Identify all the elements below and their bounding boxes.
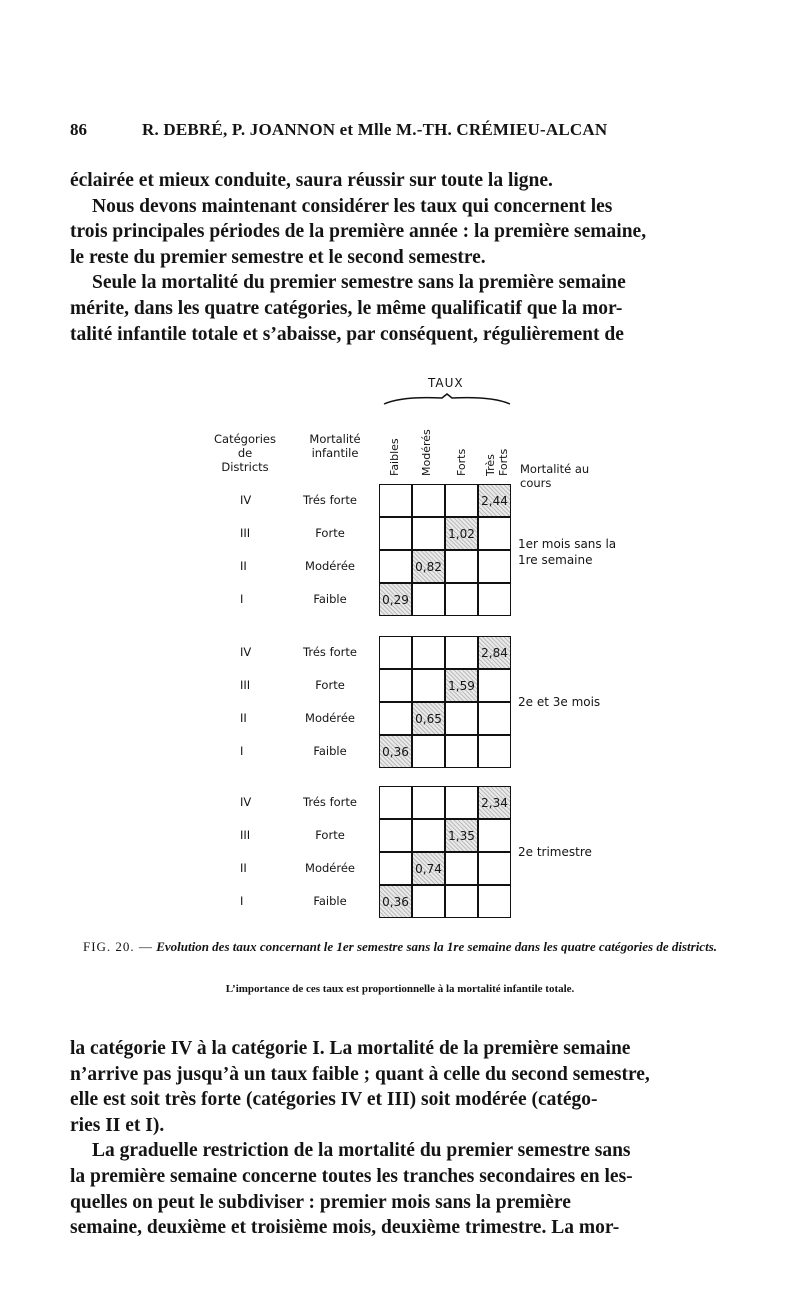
grid-cell bbox=[478, 852, 511, 885]
row-category: II bbox=[240, 559, 247, 573]
cell-value: 2,84 bbox=[481, 646, 508, 660]
cell-value: 0,36 bbox=[382, 745, 409, 759]
cell-value: 1,02 bbox=[448, 527, 475, 541]
row-mortalite: Faible bbox=[313, 744, 347, 758]
grid-cell bbox=[445, 550, 478, 583]
grid-cell bbox=[379, 669, 412, 702]
grid-cell bbox=[379, 550, 412, 583]
text-line: Seule la mortalité du premier semestre sans la première semaine bbox=[92, 272, 626, 294]
caption-text: Evolution des taux concernant le 1er semestre sans la 1re semaine dans les quatre catégories de districts. bbox=[156, 939, 717, 954]
row-category: IV bbox=[240, 493, 252, 507]
cell-value: 0,29 bbox=[382, 593, 409, 607]
taux-brace bbox=[382, 392, 512, 406]
text-line: la catégorie IV à la catégorie I. La mortalité de la première semaine bbox=[70, 1038, 631, 1059]
row-mortalite: Trés forte bbox=[303, 795, 357, 809]
cell-value: 1,35 bbox=[448, 829, 475, 843]
text-line: elle est soit très forte (catégories IV et III) soit modérée (catégo- bbox=[70, 1089, 598, 1111]
grid-cell bbox=[478, 702, 511, 735]
column-label: Modérés bbox=[420, 429, 433, 476]
grid-cell bbox=[379, 484, 412, 517]
grid-cell bbox=[445, 786, 478, 819]
row-category: III bbox=[240, 828, 251, 842]
grid-cell bbox=[379, 517, 412, 550]
row-mortalite: Trés forte bbox=[303, 645, 357, 659]
row-category: III bbox=[240, 526, 251, 540]
row-category: IV bbox=[240, 795, 252, 809]
header-mortalite: Mortalité infantile bbox=[309, 432, 361, 460]
text-line: la première semaine concerne toutes les tranches secondaires en les- bbox=[70, 1165, 633, 1187]
grid-cell bbox=[412, 517, 445, 550]
grid-cell bbox=[412, 786, 445, 819]
page-number: 86 bbox=[70, 120, 87, 139]
value-cell bbox=[412, 550, 445, 583]
figure-caption bbox=[60, 938, 740, 955]
cell-value: 2,44 bbox=[481, 494, 508, 508]
value-cell bbox=[478, 636, 511, 669]
grid-cell bbox=[478, 735, 511, 768]
value-cell bbox=[379, 885, 412, 918]
grid-cell bbox=[412, 583, 445, 616]
grid-cell bbox=[412, 669, 445, 702]
text-line: le reste du premier semestre et le second semestre. bbox=[70, 246, 486, 268]
grid-cell bbox=[445, 484, 478, 517]
value-cell bbox=[379, 735, 412, 768]
row-category: II bbox=[240, 861, 247, 875]
grid-cell bbox=[478, 517, 511, 550]
cell-value: 0,82 bbox=[415, 560, 442, 574]
grid-cell bbox=[478, 819, 511, 852]
row-category: III bbox=[240, 678, 251, 692]
header-side: Mortalité au cours bbox=[520, 462, 590, 490]
grid-cell bbox=[379, 636, 412, 669]
grid-cell bbox=[379, 702, 412, 735]
column-label: Forts bbox=[455, 448, 468, 476]
grid-cell bbox=[445, 735, 478, 768]
row-mortalite: Modérée bbox=[305, 861, 355, 875]
value-cell bbox=[445, 819, 478, 852]
text-line: quelles on peut le subdiviser : premier mois sans la première bbox=[70, 1191, 571, 1213]
grid-cell bbox=[412, 735, 445, 768]
period-label: 2e trimestre bbox=[518, 845, 592, 859]
grid-cell bbox=[412, 484, 445, 517]
period-label: 2e et 3e mois bbox=[518, 695, 601, 709]
figure-note: L’importance de ces taux est proportionnelle à la mortalité infantile totale. bbox=[225, 983, 575, 995]
value-cell bbox=[445, 517, 478, 550]
text-line: éclairée et mieux conduite, saura réussir sur toute la ligne. bbox=[70, 170, 553, 191]
value-cell bbox=[412, 702, 445, 735]
row-mortalite: Forte bbox=[315, 678, 345, 692]
text-line: semaine, deuxième et troisième mois, deuxième trimestre. La mor- bbox=[70, 1217, 620, 1239]
cell-value: 2,34 bbox=[481, 796, 508, 810]
grid-cell bbox=[412, 885, 445, 918]
row-mortalite: Trés forte bbox=[303, 493, 357, 507]
value-cell bbox=[478, 484, 511, 517]
grid-cell bbox=[478, 885, 511, 918]
text-line: trois principales périodes de la première année : la première semaine, bbox=[70, 221, 647, 243]
column-label: Faibles bbox=[388, 438, 401, 476]
taux-label: TAUX bbox=[428, 376, 464, 390]
row-category: I bbox=[240, 592, 244, 606]
period-label: 1er mois sans la 1re semaine bbox=[518, 537, 617, 567]
text-line: mérite, dans les quatre catégories, le même qualificatif que la mor- bbox=[70, 297, 623, 319]
grid-cell bbox=[445, 852, 478, 885]
grid-cell bbox=[445, 885, 478, 918]
paragraph-top bbox=[70, 168, 750, 347]
row-mortalite: Faible bbox=[313, 592, 347, 606]
cell-value: 0,74 bbox=[415, 862, 442, 876]
row-mortalite: Modérée bbox=[305, 559, 355, 573]
row-mortalite: Modérée bbox=[305, 711, 355, 725]
cell-value: 1,59 bbox=[448, 679, 475, 693]
grid-cell bbox=[379, 819, 412, 852]
grid-cell bbox=[412, 819, 445, 852]
text-line: talité infantile totale et s’abaisse, par conséquent, régulièrement de bbox=[70, 323, 624, 345]
grid-cell bbox=[478, 550, 511, 583]
text-line: ries II et I). bbox=[70, 1114, 165, 1136]
grid-cell bbox=[379, 786, 412, 819]
row-category: I bbox=[240, 894, 244, 908]
value-cell bbox=[445, 669, 478, 702]
row-category: II bbox=[240, 711, 247, 725]
text-line: n’arrive pas jusqu’à un taux faible ; quant à celle du second semestre, bbox=[70, 1063, 650, 1085]
grid-cell bbox=[478, 583, 511, 616]
row-mortalite: Faible bbox=[313, 894, 347, 908]
text-line: La graduelle restriction de la mortalité du premier semestre sans bbox=[92, 1140, 631, 1162]
grid-cell bbox=[445, 702, 478, 735]
cell-value: 0,65 bbox=[415, 712, 442, 726]
value-cell bbox=[478, 786, 511, 819]
column-label: Très Forts bbox=[484, 448, 510, 476]
paragraph-bottom bbox=[70, 1036, 750, 1241]
row-mortalite: Forte bbox=[315, 526, 345, 540]
grid-cell bbox=[379, 852, 412, 885]
running-title: R. DEBRÉ, P. JOANNON et Mlle M.-TH. CRÉMIEU-ALCAN bbox=[142, 120, 608, 139]
header-categories: Catégories de Districts bbox=[214, 432, 276, 474]
grid-cell bbox=[445, 636, 478, 669]
caption-number: FIG. 20. — bbox=[82, 939, 153, 954]
cell-value: 0,36 bbox=[382, 895, 409, 909]
grid-cell bbox=[445, 583, 478, 616]
grid-cell bbox=[412, 636, 445, 669]
row-mortalite: Forte bbox=[315, 828, 345, 842]
grid-cell bbox=[478, 669, 511, 702]
row-category: I bbox=[240, 744, 244, 758]
value-cell bbox=[412, 852, 445, 885]
value-cell bbox=[379, 583, 412, 616]
text-line: Nous devons maintenant considérer les taux qui concernent les bbox=[92, 195, 613, 217]
row-category: IV bbox=[240, 645, 252, 659]
